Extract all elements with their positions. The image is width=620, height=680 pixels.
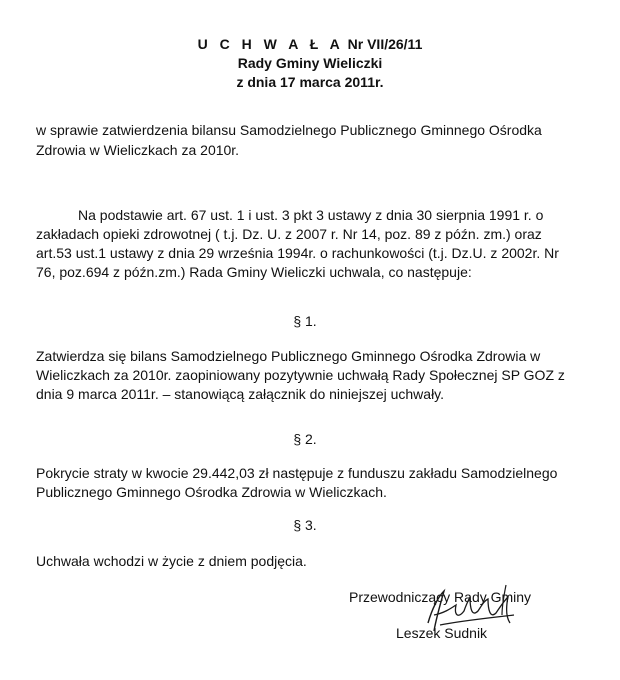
resolution-number: Nr VII/26/11 <box>347 36 423 52</box>
section-3-heading: § 3. <box>293 517 317 533</box>
resolution-number-line <box>0 35 620 54</box>
section-2-text: Pokrycie straty w kwocie 29.442,03 zł następuje z funduszu zakładu Samodzielnego Publicznego Gminnego Ośrodka Zdrowia w Wieliczkach. <box>36 465 558 500</box>
section-1-heading: § 1. <box>293 313 317 329</box>
handwritten-signature <box>410 575 530 645</box>
signatory-name: Leszek Sudnik <box>396 625 488 641</box>
section-1-text: Zatwierdza się bilans Samodzielnego Publicznego Gminnego Ośrodka Zdrowia w Wieliczkach za 2010r. zaopiniowany pozytywnie uchwałą Rady Społecznej SP GOZ z dnia 9 marca 2011r. – stanowiącą załącznik do niniejszej uchwały. <box>36 348 565 402</box>
signatory-role: Przewodniczący Rady Gminy <box>349 589 532 605</box>
issuing-body: Rady Gminy Wieliczki <box>237 55 383 71</box>
resolution-date: z dnia 17 marca 2011r. <box>236 74 384 90</box>
section-2-heading: § 2. <box>293 431 317 447</box>
legal-basis: Na podstawie art. 67 ust. 1 i ust. 3 pkt 3 ustawy z dnia 30 sierpnia 1991 r. o zakładach opieki zdrowotnej ( t.j. Dz. U. z 2007 r. Nr 14, poz. 89 z późn. zm.) oraz art.53 ust.1 ustawy z dnia 29 września 1994r. o rachunkowości (t.j. Dz.U. z 2002r. Nr 76, poz.694 z późn.zm.) Rada Gminy Wieliczki uchwala, co następuje: <box>36 207 559 280</box>
resolution-label: U C H W A Ł A <box>197 36 344 52</box>
resolution-title <box>0 35 620 92</box>
section-3-text: Uchwała wchodzi w życie z dniem podjęcia. <box>36 553 307 569</box>
resolution-subject: w sprawie zatwierdzenia bilansu Samodzielnego Publicznego Gminnego Ośrodka Zdrowia w Wieliczkach za 2010r. <box>36 122 542 158</box>
